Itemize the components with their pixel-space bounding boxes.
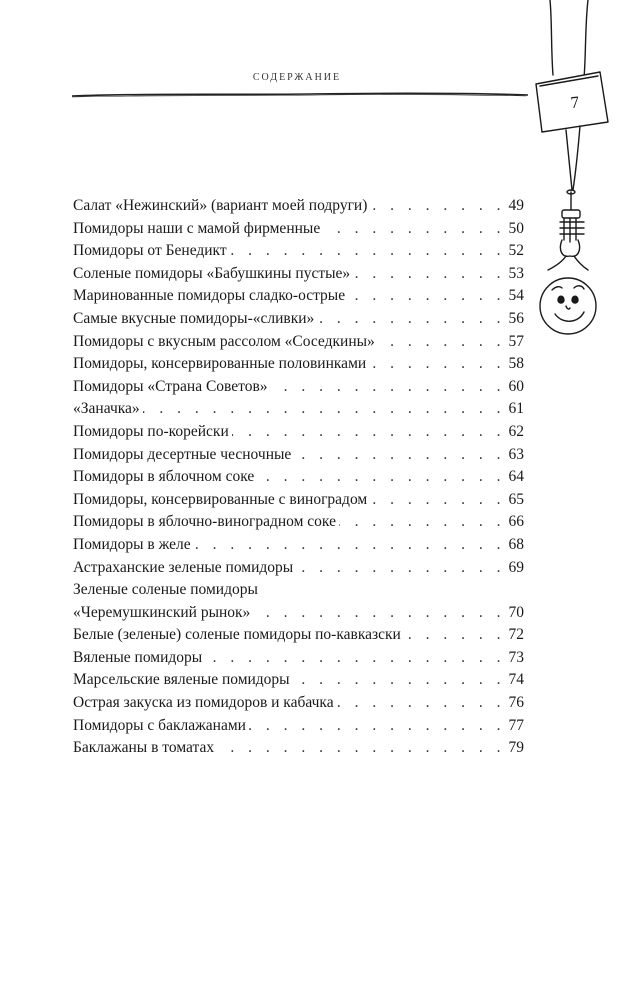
toc-entry[interactable] [73, 489, 524, 512]
dot-leader [205, 647, 505, 670]
dot-leader [249, 715, 506, 738]
toc-entry-title: «Черемушкинский рынок» [73, 603, 251, 621]
toc-entry[interactable] [73, 579, 524, 624]
toc-entry[interactable] [73, 715, 524, 738]
dot-leader [337, 692, 506, 715]
toc-entry[interactable] [73, 240, 524, 263]
toc-entry-title: Маринованные помидоры сладко-острые [73, 287, 346, 305]
toc-entry-line2 [73, 602, 524, 625]
toc-entry[interactable] [73, 624, 524, 647]
dot-leader [294, 444, 505, 467]
toc-entry[interactable] [73, 263, 524, 286]
dot-leader [369, 353, 505, 376]
toc-entry-title: Соленые помидоры «Бабушкины пустые» [73, 264, 351, 282]
toc-entry-title: Самые вкусные помидоры-«сливки» [73, 309, 315, 327]
toc-entry-title: Помидоры наши с мамой фирменные [73, 219, 321, 237]
toc-entry-title: Баклажаны в томатах [73, 739, 215, 757]
dot-leader [323, 218, 505, 241]
toc-entry-page: 72 [508, 626, 524, 644]
toc-entry[interactable] [73, 218, 524, 241]
toc-entry-page: 56 [508, 309, 524, 327]
toc-entry[interactable] [73, 557, 524, 580]
toc-entry[interactable] [73, 444, 524, 467]
toc-entry[interactable] [73, 421, 524, 444]
toc-entry-page: 69 [508, 558, 524, 576]
dot-leader [257, 466, 505, 489]
toc-entry-title: Помидоры по-корейски [73, 422, 229, 440]
dot-leader [232, 421, 506, 444]
toc-entry-title: Помидоры с вкусным рассолом «Соседкины» [73, 332, 375, 350]
toc-entry-page: 54 [508, 287, 524, 305]
running-header: СОДЕРЖАНИЕ [252, 72, 342, 83]
toc-entry[interactable] [73, 308, 524, 331]
header-rule [70, 86, 530, 100]
dot-leader [370, 489, 505, 512]
dot-leader [271, 376, 506, 399]
toc-entry-page: 73 [508, 648, 524, 666]
toc-entry[interactable] [73, 669, 524, 692]
page-tag-illustration [522, 0, 644, 350]
toc-entry-page: 62 [508, 422, 524, 440]
toc-entry-page: 49 [508, 197, 524, 214]
toc-entry-page: 64 [508, 468, 524, 486]
toc-entry-page: 77 [508, 716, 524, 734]
toc-entry[interactable] [73, 353, 524, 376]
toc-entry[interactable] [73, 647, 524, 670]
toc-entry-title-line1: Зеленые соленые помидоры [73, 581, 258, 599]
toc-entry-title: Вяленые помидоры [73, 648, 203, 666]
toc-entry-page: 68 [508, 535, 524, 553]
toc-entry-page: 60 [508, 377, 524, 395]
toc-entry-title: Помидоры с баклажанами [73, 716, 246, 734]
page-number: 7 [569, 92, 581, 113]
toc-entry-page: 76 [508, 694, 524, 712]
dot-leader [293, 669, 506, 692]
dot-leader [317, 308, 505, 331]
toc-entry-title: Астраханские зеленые помидоры [73, 558, 294, 576]
toc-entry-title: Острая закуска из помидоров и кабачка [73, 694, 334, 712]
toc-entry[interactable] [73, 534, 524, 557]
toc-entry[interactable] [73, 331, 524, 354]
toc-entry-page: 50 [508, 219, 524, 237]
toc-entry-title: «Заначка» [73, 400, 140, 418]
dot-leader [404, 624, 506, 647]
dot-leader [370, 195, 505, 218]
table-of-contents [73, 195, 524, 760]
toc-entry[interactable] [73, 692, 524, 715]
dot-leader [348, 285, 505, 308]
toc-entry[interactable] [73, 737, 524, 760]
toc-entry-title: Помидоры в яблочном соке [73, 468, 255, 486]
dot-leader [296, 557, 505, 580]
toc-entry-title: Помидоры десертные чесночные [73, 445, 292, 463]
toc-entry-page: 74 [508, 671, 524, 689]
toc-entry[interactable] [73, 195, 524, 218]
toc-entry-page: 53 [508, 264, 524, 282]
toc-entry[interactable] [73, 285, 524, 308]
toc-entry[interactable] [73, 466, 524, 489]
toc-entry-title: Марсельские вяленые помидоры [73, 671, 290, 689]
toc-entry-page: 66 [508, 513, 524, 531]
toc-entry-title: Помидоры «Страна Советов» [73, 377, 268, 395]
toc-entry[interactable] [73, 511, 524, 534]
toc-entry-title: Помидоры от Бенедикт [73, 242, 227, 260]
toc-entry-page: 61 [508, 400, 524, 418]
dot-leader [378, 331, 506, 354]
toc-entry-page: 63 [508, 445, 524, 463]
toc-entry-page: 58 [508, 355, 524, 373]
toc-entry-page: 79 [508, 739, 524, 757]
toc-entry[interactable] [73, 376, 524, 399]
dot-leader [143, 398, 506, 421]
toc-entry-title: Помидоры в желе [73, 535, 191, 553]
dot-leader [217, 737, 505, 760]
toc-entry-title: Помидоры в яблочно-виноградном соке [73, 513, 336, 531]
toc-entry[interactable] [73, 398, 524, 421]
toc-entry-title: Помидоры, консервированные с виноградом [73, 490, 368, 508]
toc-entry-title: Салат «Нежинский» (вариант моей подруги) [73, 197, 368, 214]
dot-leader [253, 602, 505, 625]
toc-entry-title: Помидоры, консервированные половинками [73, 355, 367, 373]
toc-entry-page: 70 [508, 603, 524, 621]
dot-leader [194, 534, 506, 557]
toc-entry-page: 57 [508, 332, 524, 350]
toc-entry-page: 52 [508, 242, 524, 260]
toc-entry-title: Белые (зеленые) соленые помидоры по-кавказски [73, 626, 401, 644]
toc-entry-page: 65 [508, 490, 524, 508]
dot-leader [353, 263, 505, 286]
dot-leader [230, 240, 506, 263]
dot-leader [339, 511, 506, 534]
